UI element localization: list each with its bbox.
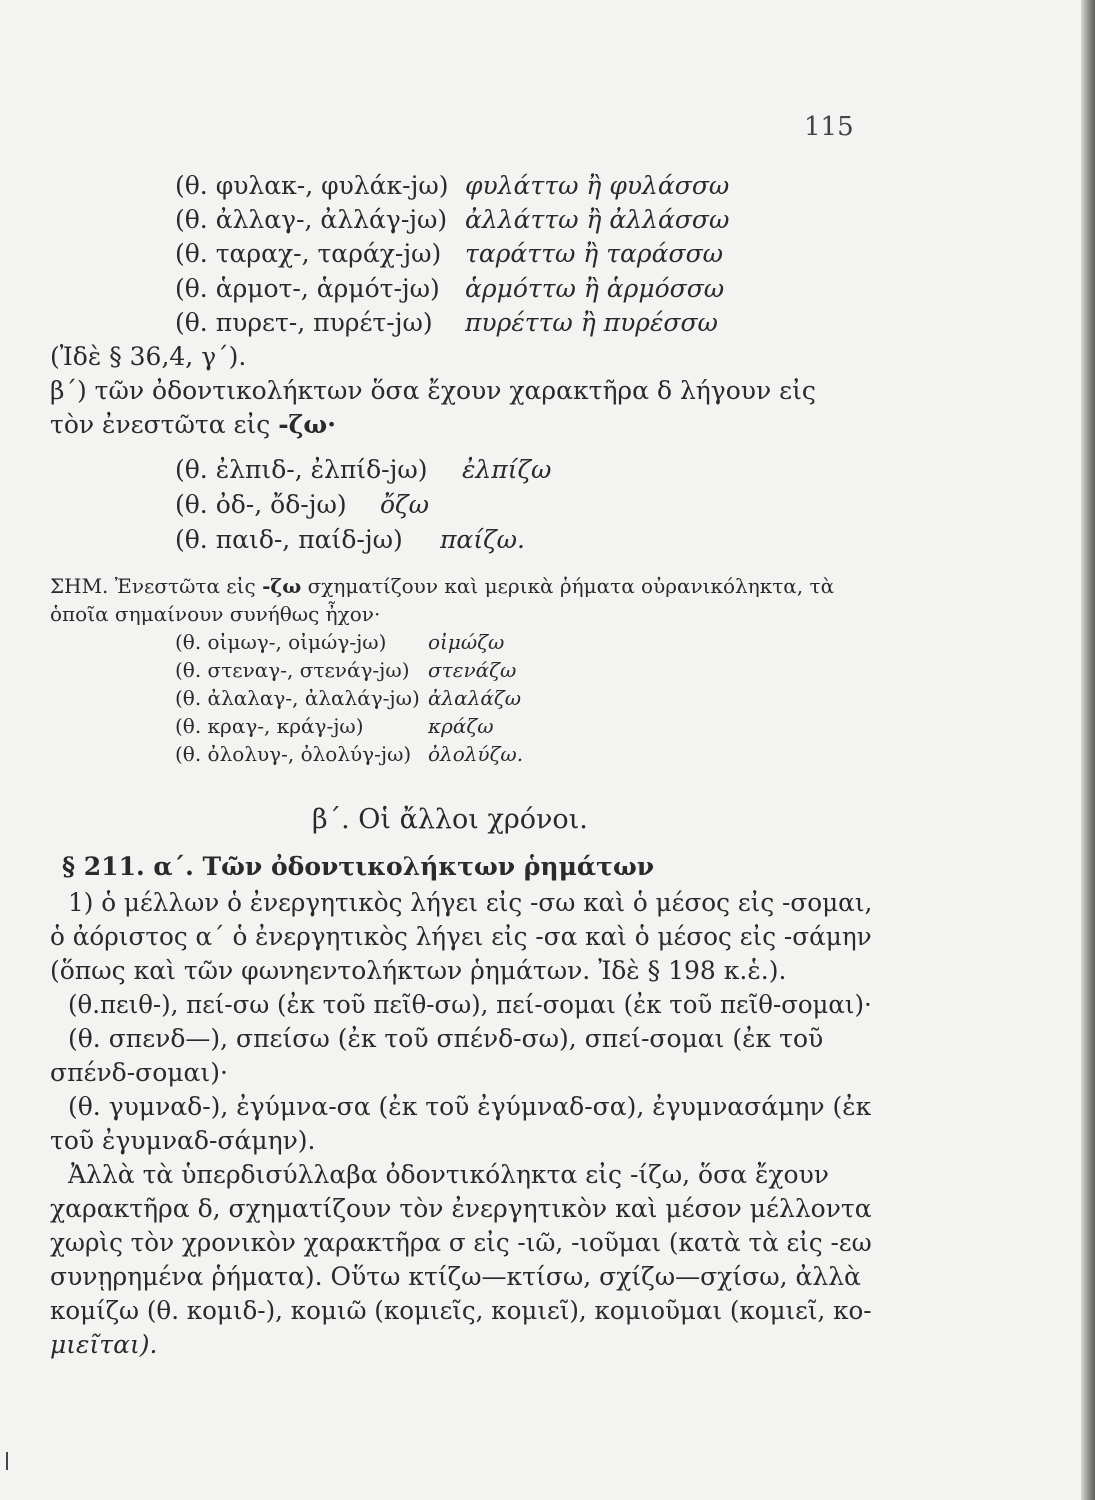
page-number: 115 [804,112,854,142]
text-line-content: 1) ὁ μέλλων ὁ ἐνεργητικὸς λήγει εἰς -σω καὶ ὁ μέσος εἰς -σομαι, [68,888,873,917]
note-line-2: ὁποῖα σημαίνουν συνήθως ἦχον· [50,602,381,626]
text-line [50,1158,872,1192]
stem-form: (θ. ἁρμοτ-, ἁρμότ-jω) [175,274,440,303]
text-line [50,1090,872,1124]
stem-form: (θ. ταραχ-, ταράχ-jω) [175,239,442,268]
result-form: παίζω. [440,525,525,554]
stem-form: (θ. φυλακ-, φυλάκ-jω) [175,171,449,200]
text-line [50,1328,872,1362]
text-line-content: κομίζω (θ. κομιδ-), κομιῶ (κομιεῖς, κομιεῖ), κομιοῦμαι (κομιεῖ, κο- [50,1296,872,1325]
text-line [50,1192,872,1226]
beta-rule-line-2 [50,410,336,439]
suffix-zo: -ζω· [278,410,336,439]
text-line-content: χαρακτῆρα δ, σχηματίζουν τὸν ἐνεργητικὸν καὶ μέσον μέλλοντα [50,1194,872,1223]
result-form: πυρέττω ἢ πυρέσσω [465,308,718,337]
text-line-content: σπένδ-σομαι)· [50,1058,228,1087]
result-form: ταράττω ἢ ταράσσω [465,239,724,268]
text-line [50,1056,872,1090]
result-form: ἁρμόττω ἢ ἁρμόσσω [465,274,725,303]
text-line-content: χωρὶς τὸν χρονικὸν χαρακτῆρα σ εἰς -ιῶ, -ιοῦμαι (κατὰ τὰ εἰς -εω [50,1228,872,1257]
text-line [50,988,872,1022]
stem-form: (θ. πυρετ-, πυρέτ-jω) [175,308,433,337]
beta-rule-line-1: β΄) τῶν ὀδοντικολήκτων ὅσα ἔχουν χαρακτῆρα δ λήγουν εἰς [50,376,816,405]
beta-rule-text: τὸν ἐνεστῶτα εἰς [50,410,279,439]
stem-form: (θ. ἀλαλαγ-, ἀλαλάγ-jω) [175,686,420,710]
text-line-content: μιεῖται). [50,1330,158,1359]
paragraph-title: α΄. Τῶν ὀδοντικολήκτων ῥημάτων [144,852,655,881]
reference-note: (Ἰδὲ § 36,4, γ΄). [50,342,247,371]
text-line-content: (ὅπως καὶ τῶν φωνηεντολήκτων ῥημάτων. Ἰδὲ § 198 κ.ἑ.). [50,956,787,985]
stem-form: (θ. κραγ-, κράγ-jω) [175,714,364,738]
page-edge [1081,0,1095,1500]
note-text: ΣΗΜ. Ἐνεστῶτα εἰς [50,574,263,598]
result-form: ἀλλάττω ἢ ἀλλάσσω [465,205,730,234]
text-line-content: (θ. σπενδ—), σπείσω (ἐκ τοῦ σπένδ-σω), σπεί-σομαι (ἐκ τοῦ [68,1024,824,1053]
stem-form: (θ. στεναγ-, στενάγ-jω) [175,658,410,682]
result-form: φυλάττω ἢ φυλάσσω [465,171,730,200]
text-line-content: (θ. γυμναδ-), ἐγύμνα-σα (ἐκ τοῦ ἐγύμναδ-σα), ἐγυμνασάμην (ἐκ [68,1092,872,1121]
text-line [50,1124,872,1158]
suffix-zo: -ζω [262,574,302,598]
text-line [50,1260,872,1294]
text-line-content: ὁ ἀόριστος α΄ ὁ ἐνεργητικὸς λήγει εἰς -σα καὶ ὁ μέσος εἰς -σάμην [50,922,872,951]
body-text [50,886,872,1362]
text-line [50,1294,872,1328]
text-line [50,954,872,988]
text-line [50,920,872,954]
text-line [50,886,872,920]
paragraph-number: § 211. [62,852,145,881]
result-form: ἐλπίζω [462,455,552,484]
paragraph-211-heading [62,852,654,881]
stem-form: (θ. ὀλολυγ-, ὀλολύγ-jω) [175,742,412,766]
section-heading: β΄. Οἱ ἄλλοι χρόνοι. [312,804,588,835]
text-line-content: Ἀλλὰ τὰ ὑπερδισύλλαβα ὀδοντικόληκτα εἰς -ίζω, ὅσα ἔχουν [68,1160,829,1189]
result-form: οἰμώζω [428,630,505,654]
text-line [50,1226,872,1260]
margin-mark [6,1452,8,1470]
result-form: ὄζω [380,490,429,519]
result-form: κράζω [428,714,494,738]
note-text: σχηματίζουν καὶ μερικὰ ῥήματα οὐρανικόληκτα, τὰ [301,574,835,598]
stem-form: (θ. ὀδ-, ὄδ-jω) [175,490,347,519]
stem-form: (θ. οἰμωγ-, οἰμώγ-jω) [175,630,387,654]
stem-form: (θ. ἀλλαγ-, ἀλλάγ-jω) [175,205,448,234]
result-form: ἀλαλάζω [428,686,522,710]
result-form: ὀλολύζω. [428,742,524,766]
stem-form: (θ. ἐλπιδ-, ἐλπίδ-jω) [175,455,428,484]
stem-form: (θ. παιδ-, παίδ-jω) [175,525,403,554]
note-line-1 [50,574,834,598]
text-line [50,1022,872,1056]
text-line-content: συνῃρημένα ῥήματα). Οὕτω κτίζω—κτίσω, σχίζω—σχίσω, ἀλλὰ [50,1262,861,1291]
text-line-content: τοῦ ἐγυμναδ-σάμην). [50,1126,316,1155]
result-form: στενάζω [428,658,517,682]
text-line-content: (θ.πειθ-), πεί-σω (ἐκ τοῦ πεῖθ-σω), πεί-σομαι (ἐκ τοῦ πεῖθ-σομαι)· [68,990,872,1019]
